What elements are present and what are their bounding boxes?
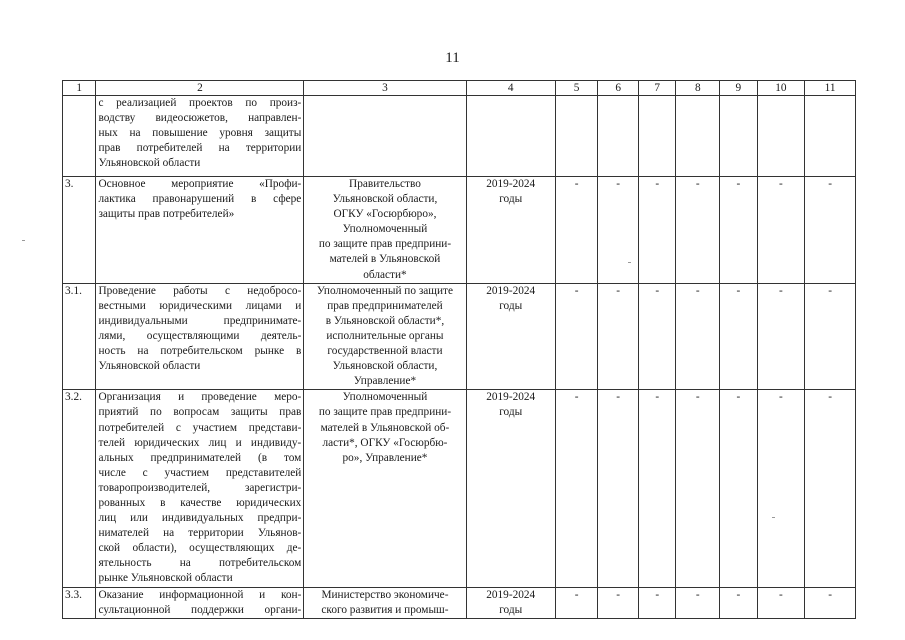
- value-cell: [805, 96, 856, 177]
- executor-line: ОГКУ «Госюрбюро»,: [333, 208, 437, 221]
- activity-name-line: лиц или индивидуальных предпри-: [98, 512, 302, 525]
- column-header-9: 9: [720, 81, 758, 96]
- value-dash: -: [736, 391, 741, 404]
- table-row: [63, 96, 856, 177]
- value-dash: -: [828, 178, 832, 190]
- row-number: 3.1.: [63, 283, 96, 390]
- table-row: [63, 177, 856, 284]
- term-line: годы: [499, 299, 523, 312]
- executor-cell: [304, 283, 466, 390]
- value-cell: [676, 390, 720, 587]
- activity-name-cell: [96, 177, 304, 284]
- table-row: [63, 390, 856, 587]
- executor-cell: [304, 96, 466, 177]
- activity-name-line: потребителей с участием представи-: [98, 421, 302, 434]
- executor-line: Уполномоченный: [342, 223, 428, 236]
- executor-line: по защите прав предприни-: [318, 238, 452, 251]
- activity-name-line: Проведение работы с недобросо-: [98, 284, 302, 297]
- table-row: [63, 587, 856, 618]
- activities-table: [62, 80, 856, 619]
- activity-name-line: нимателей на территории Ульянов-: [98, 527, 302, 540]
- value-dash: -: [736, 588, 741, 601]
- term-cell: [466, 96, 555, 177]
- value-dash: -: [779, 178, 783, 190]
- row-number: 3.: [63, 177, 96, 284]
- column-header-2: 2: [96, 81, 304, 96]
- activity-name-line: Оказание информационной и кон-: [98, 588, 302, 601]
- executor-line: Министерство экономиче-: [321, 588, 449, 601]
- activity-name-line: Ульяновской области: [98, 157, 201, 170]
- activity-name-line: ской области), осуществляющих де-: [98, 542, 302, 555]
- value-dash: -: [695, 588, 700, 601]
- term-line: 2019-2024: [486, 284, 536, 297]
- executor-line: Уполномоченный по защите: [316, 284, 453, 297]
- value-dash: -: [574, 588, 579, 601]
- executor-line: области*: [363, 268, 407, 281]
- value-cell: [805, 390, 856, 587]
- row-number: 3.2.: [63, 390, 96, 587]
- value-cell: [676, 96, 720, 177]
- activity-name-line: ных на повышение уровня защиты: [98, 127, 302, 140]
- term-cell: [466, 177, 555, 284]
- activity-name-line: сультационной поддержки органи-: [98, 603, 302, 616]
- activity-name-line: ность на потребительском рынке в: [98, 345, 302, 358]
- column-header-4: 4: [466, 81, 555, 96]
- value-dash: -: [616, 284, 621, 297]
- activity-name-line: Ульяновской области: [98, 360, 201, 373]
- value-dash: -: [655, 588, 660, 601]
- table-row: [63, 283, 856, 390]
- value-cell: [598, 177, 639, 284]
- term-cell: [466, 390, 555, 587]
- value-cell: [805, 283, 856, 390]
- activity-name-cell: [96, 390, 304, 587]
- activity-name-line: товаропроизводителей, зарегистри-: [98, 481, 302, 494]
- activity-name-line: ятельность на потребительском: [98, 557, 302, 570]
- activity-name-line: телей юридических лиц и индивиду-: [98, 436, 302, 449]
- value-cell: [757, 96, 805, 177]
- value-cell: [638, 587, 676, 618]
- executor-line: Ульяновской области,: [332, 193, 438, 206]
- column-header-1: 1: [63, 81, 96, 96]
- executor-line: исполнительные органы: [326, 329, 444, 342]
- value-cell: [720, 283, 758, 390]
- executor-cell: [304, 177, 466, 284]
- value-dash: -: [779, 588, 783, 601]
- value-cell: [598, 587, 639, 618]
- activity-name-line: приятий по вопросам защиты прав: [98, 406, 302, 419]
- value-dash: -: [779, 391, 783, 404]
- value-cell: [638, 283, 676, 390]
- activity-name-line: прав потребителей на территории: [98, 142, 302, 155]
- activity-name-line: рынке Ульяновской области: [98, 572, 233, 585]
- value-cell: [676, 283, 720, 390]
- column-header-10: 10: [757, 81, 805, 96]
- table-body: [63, 81, 856, 619]
- value-cell: [720, 390, 758, 587]
- value-cell: [720, 96, 758, 177]
- column-header-8: 8: [676, 81, 720, 96]
- column-header-3: 3: [304, 81, 466, 96]
- term-cell: [466, 283, 555, 390]
- activity-name-line: Организация и проведение меро-: [98, 391, 302, 404]
- column-header-7: 7: [638, 81, 676, 96]
- value-cell: [757, 390, 805, 587]
- executor-cell: [304, 390, 466, 587]
- activity-name-cell: [96, 283, 304, 390]
- activity-name-line: альных предпринимателей (в том: [98, 451, 302, 464]
- value-cell: [676, 587, 720, 618]
- value-dash: -: [695, 178, 700, 190]
- executor-line: мателей в Ульяновской об-: [320, 421, 450, 434]
- activity-name-line: рованных в качестве юридических: [98, 496, 302, 509]
- activity-name-line: водству видеосюжетов, направлен-: [98, 112, 302, 125]
- executor-line: Уполномоченный: [342, 391, 428, 404]
- value-dash: -: [736, 178, 741, 190]
- value-cell: [555, 177, 598, 284]
- value-dash: -: [574, 391, 579, 404]
- value-cell: [555, 96, 598, 177]
- value-dash: -: [695, 391, 700, 404]
- value-dash: -: [828, 588, 832, 601]
- activity-name-line: Основное мероприятие «Профи-: [98, 178, 302, 190]
- value-cell: [720, 177, 758, 284]
- value-cell: [757, 283, 805, 390]
- table-header-row: [63, 81, 856, 96]
- value-cell: [555, 587, 598, 618]
- value-dash: -: [779, 284, 783, 297]
- value-cell: [598, 283, 639, 390]
- value-cell: [638, 96, 676, 177]
- value-dash: -: [828, 284, 832, 297]
- value-dash: -: [828, 391, 832, 404]
- value-dash: -: [736, 284, 741, 297]
- value-dash: -: [574, 284, 579, 297]
- executor-line: мателей в Ульяновской: [329, 253, 441, 266]
- executor-cell: [304, 587, 466, 618]
- row-number: [63, 96, 96, 177]
- value-dash: -: [616, 588, 621, 601]
- value-cell: [757, 587, 805, 618]
- value-cell: [555, 390, 598, 587]
- activity-name-line: числе с участием представителей: [98, 466, 302, 479]
- term-line: 2019-2024: [486, 391, 536, 404]
- scan-speck: [22, 240, 25, 241]
- executor-line: ского развития и промыш-: [321, 603, 449, 616]
- value-dash: -: [655, 284, 660, 297]
- value-dash: -: [655, 178, 660, 190]
- activity-name-line: с реализацией проектов по произ-: [98, 97, 302, 109]
- activity-name-line: лактика правонарушений в сфере: [98, 193, 302, 206]
- term-line: годы: [499, 193, 523, 206]
- executor-line: по защите прав предприни-: [318, 406, 452, 419]
- value-cell: [757, 177, 805, 284]
- term-line: 2019-2024: [486, 588, 536, 601]
- value-cell: [638, 390, 676, 587]
- activity-name-line: индивидуальными предпринимате-: [98, 314, 302, 327]
- value-dash: -: [695, 284, 700, 297]
- row-number: 3.3.: [63, 587, 96, 618]
- executor-line: Управление*: [353, 375, 417, 388]
- value-cell: [598, 96, 639, 177]
- executor-line: в Ульяновской области*,: [325, 314, 445, 327]
- term-line: годы: [499, 603, 523, 616]
- value-dash: -: [616, 391, 621, 404]
- scan-speck: [772, 517, 775, 518]
- value-cell: [720, 587, 758, 618]
- activity-name-cell: [96, 96, 304, 177]
- value-cell: [676, 177, 720, 284]
- executor-line: Правительство: [349, 178, 421, 190]
- value-cell: [805, 587, 856, 618]
- scan-speck: [628, 262, 631, 263]
- activity-name-line: вестными юридическими лицами и: [98, 299, 302, 312]
- term-line: годы: [499, 406, 523, 419]
- value-cell: [805, 177, 856, 284]
- executor-line: ласти*, ОГКУ «Госюрбю-: [322, 436, 448, 449]
- value-dash: -: [655, 391, 660, 404]
- value-dash: -: [616, 178, 621, 190]
- executor-line: государственной власти: [327, 345, 443, 358]
- executor-line: Ульяновской области,: [332, 360, 438, 373]
- executor-line: ро», Управление*: [342, 451, 428, 464]
- activity-name-line: защиты прав потребителей»: [98, 208, 235, 221]
- activity-name-line: лями, осуществляющими деятель-: [98, 329, 302, 342]
- page-number: 11: [445, 50, 460, 66]
- term-line: 2019-2024: [486, 178, 536, 190]
- value-dash: -: [574, 178, 579, 190]
- value-cell: [598, 390, 639, 587]
- column-header-5: 5: [555, 81, 598, 96]
- column-header-11: 11: [805, 81, 856, 96]
- term-cell: [466, 587, 555, 618]
- activity-name-cell: [96, 587, 304, 618]
- column-header-6: 6: [598, 81, 639, 96]
- value-cell: [555, 283, 598, 390]
- value-cell: [638, 177, 676, 284]
- executor-line: прав предпринимателей: [327, 299, 443, 312]
